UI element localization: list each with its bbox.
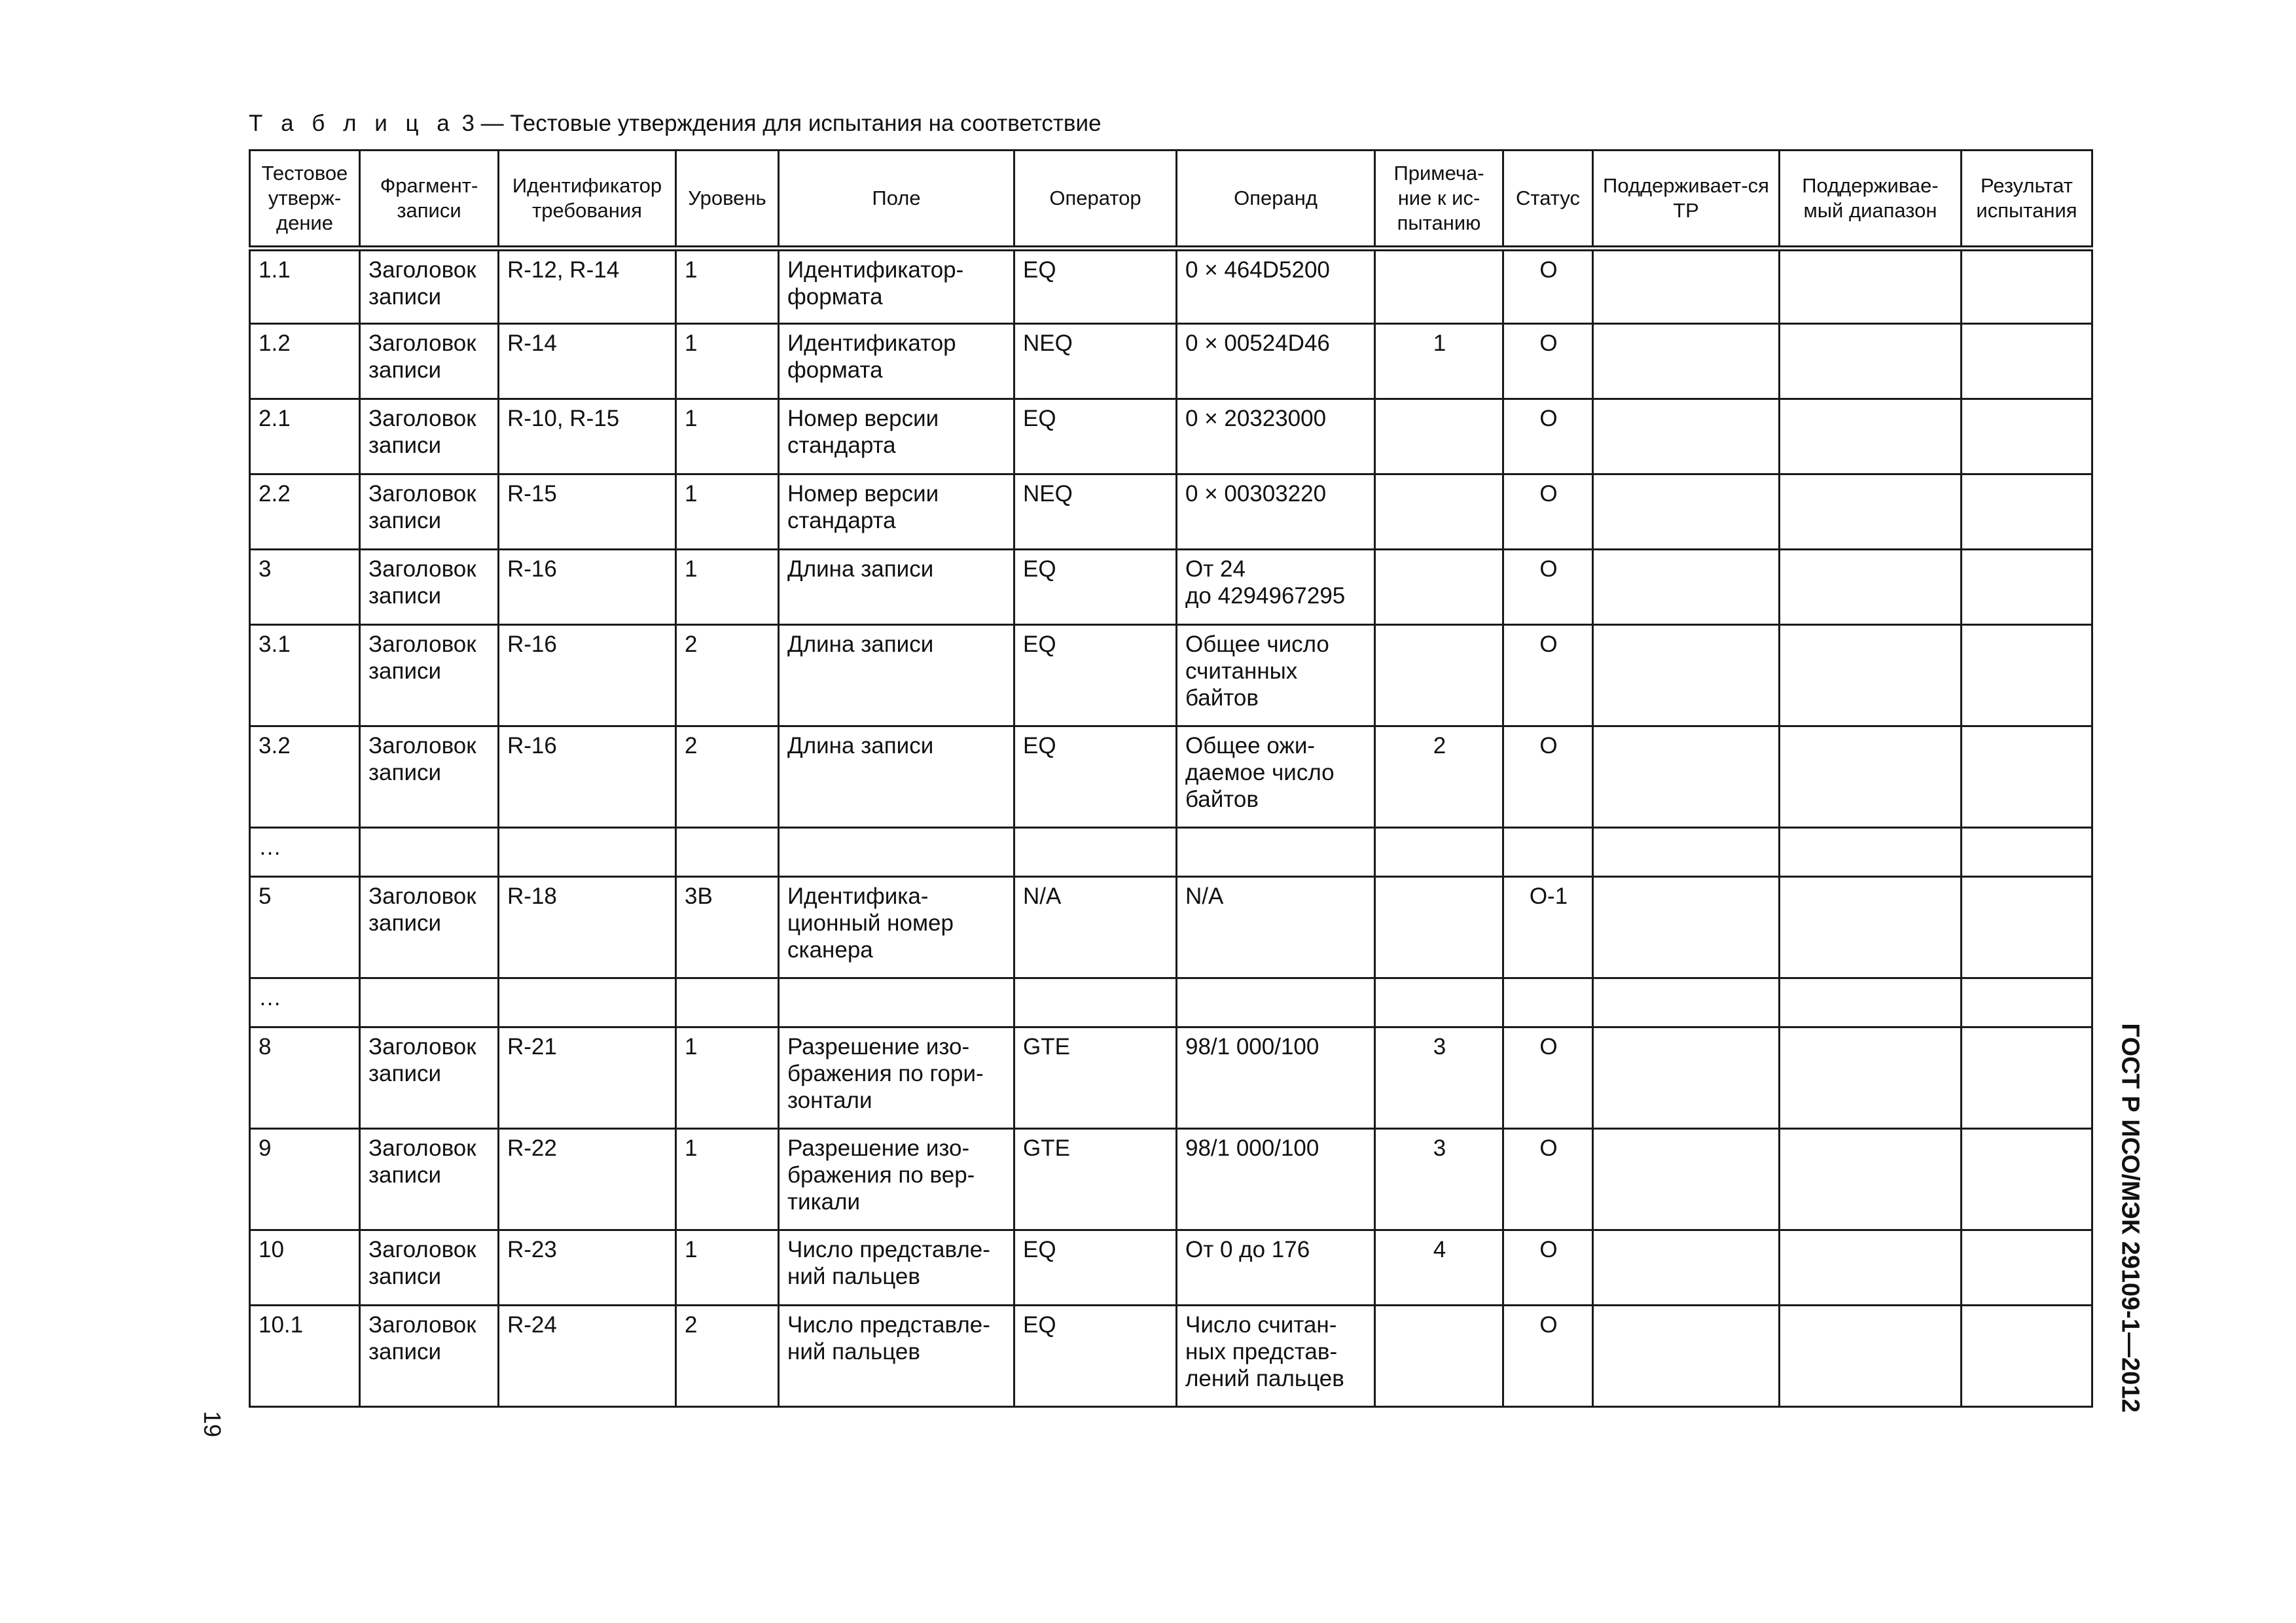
- table-cell: [1780, 324, 1962, 399]
- table-cell: Заголовок записи: [360, 474, 499, 550]
- table-cell: [1962, 550, 2092, 625]
- table-cell: 1: [676, 399, 779, 474]
- table-cell: 0 × 464D5200: [1177, 249, 1375, 324]
- table-cell: [1962, 399, 2092, 474]
- table-cell: [1780, 249, 1962, 324]
- table-cell: O: [1503, 249, 1593, 324]
- table-cell: 1: [676, 249, 779, 324]
- table-cell: [1593, 1230, 1780, 1306]
- table-cell: [1593, 726, 1780, 828]
- table-row: [250, 1129, 2092, 1230]
- table-cell: O: [1503, 399, 1593, 474]
- table-cell: 3.1: [250, 625, 360, 726]
- table-cell: 3.2: [250, 726, 360, 828]
- column-header: Поле: [779, 151, 1014, 249]
- page-number: [199, 1404, 225, 1444]
- table-cell: 1: [676, 324, 779, 399]
- table-cell: Заголовок записи: [360, 399, 499, 474]
- table-cell: 98/1 000/100: [1177, 1129, 1375, 1230]
- table-cell: [1962, 978, 2092, 1027]
- table-caption: [249, 110, 1102, 137]
- table-cell: [1780, 1027, 1962, 1129]
- table-cell: 9: [250, 1129, 360, 1230]
- table-cell: [1177, 828, 1375, 877]
- table-cell: 1: [676, 1027, 779, 1129]
- table-body: [250, 249, 2092, 1407]
- table-cell: Общее ожи- даемое число байтов: [1177, 726, 1375, 828]
- table-cell: Число представле- ний пальцев: [779, 1306, 1014, 1407]
- column-header: Операнд: [1177, 151, 1375, 249]
- table-cell: Заголовок записи: [360, 1027, 499, 1129]
- column-header: Тестовое утверж-дение: [250, 151, 360, 249]
- table-cell: 3: [250, 550, 360, 625]
- table-row: [250, 474, 2092, 550]
- table-cell: [1780, 828, 1962, 877]
- table-cell: 2: [676, 726, 779, 828]
- table-cell: [1962, 625, 2092, 726]
- table-cell: [1780, 625, 1962, 726]
- table-cell: O: [1503, 1027, 1593, 1129]
- table-cell: 1.2: [250, 324, 360, 399]
- column-header: Поддерживает-ся ТР: [1593, 151, 1780, 249]
- table-cell: 0 × 00303220: [1177, 474, 1375, 550]
- table-cell: [1375, 978, 1503, 1027]
- table-cell: 4: [1375, 1230, 1503, 1306]
- table-cell: Заголовок записи: [360, 1306, 499, 1407]
- table-cell: [1780, 399, 1962, 474]
- table-cell: O: [1503, 625, 1593, 726]
- table-cell: [1593, 978, 1780, 1027]
- column-header: Поддерживае-мый диапазон: [1780, 151, 1962, 249]
- table-row: [250, 877, 2092, 978]
- table-cell: [779, 978, 1014, 1027]
- table-cell: [360, 828, 499, 877]
- table-cell: [1593, 828, 1780, 877]
- table-cell: EQ: [1014, 550, 1177, 625]
- table-cell: Заголовок записи: [360, 324, 499, 399]
- table-cell: O: [1503, 726, 1593, 828]
- table-cell: O: [1503, 474, 1593, 550]
- table-cell: [1593, 550, 1780, 625]
- table-cell: R-16: [499, 550, 676, 625]
- table-cell: [1375, 1306, 1503, 1407]
- table-cell: 2.2: [250, 474, 360, 550]
- table-cell: [1177, 978, 1375, 1027]
- table-cell: 2.1: [250, 399, 360, 474]
- table-cell: [1014, 978, 1177, 1027]
- table-cell: Заголовок записи: [360, 625, 499, 726]
- table-cell: [1593, 877, 1780, 978]
- table-cell: [1962, 726, 2092, 828]
- table-cell: [1014, 828, 1177, 877]
- page-number-text: 19: [199, 1410, 226, 1438]
- table-caption-title: 3 — Тестовые утверждения для испытания на соответствие: [455, 111, 1102, 136]
- table-cell: O: [1503, 1230, 1593, 1306]
- table-cell: [1375, 474, 1503, 550]
- table-cell: GTE: [1014, 1129, 1177, 1230]
- table-cell: NEQ: [1014, 324, 1177, 399]
- table-cell: [1962, 1129, 2092, 1230]
- column-header: Результат испытания: [1962, 151, 2092, 249]
- table-cell: Идентифика- ционный номер сканера: [779, 877, 1014, 978]
- table-cell: 3: [1375, 1129, 1503, 1230]
- table-cell: 5: [250, 877, 360, 978]
- table-cell: 10: [250, 1230, 360, 1306]
- table-cell: R-24: [499, 1306, 676, 1407]
- table-cell: 3: [1375, 1027, 1503, 1129]
- table-cell: R-21: [499, 1027, 676, 1129]
- table-cell: O: [1503, 1306, 1593, 1407]
- column-header: Идентификатор требования: [499, 151, 676, 249]
- table-cell: [1780, 550, 1962, 625]
- table-cell: [1503, 978, 1593, 1027]
- table-cell: Идентификатор- формата: [779, 249, 1014, 324]
- table-cell: [1780, 978, 1962, 1027]
- table-cell: Длина записи: [779, 726, 1014, 828]
- table-cell: [1780, 474, 1962, 550]
- table-row: [250, 625, 2092, 726]
- table-cell: 1: [676, 1230, 779, 1306]
- table-cell: 1: [676, 1129, 779, 1230]
- table-cell: [1962, 1306, 2092, 1407]
- table-cell: Заголовок записи: [360, 1230, 499, 1306]
- table-cell: R-15: [499, 474, 676, 550]
- table-cell: 3B: [676, 877, 779, 978]
- column-header: Уровень: [676, 151, 779, 249]
- table-cell: 0 × 00524D46: [1177, 324, 1375, 399]
- table-cell: Число представле- ний пальцев: [779, 1230, 1014, 1306]
- table-cell: EQ: [1014, 399, 1177, 474]
- table-cell: [499, 978, 676, 1027]
- column-header: Фрагмент-записи: [360, 151, 499, 249]
- table-cell: R-22: [499, 1129, 676, 1230]
- table-cell: Длина записи: [779, 550, 1014, 625]
- table-cell: От 24 до 4294967295: [1177, 550, 1375, 625]
- table-cell: …: [250, 978, 360, 1027]
- table-cell: [676, 828, 779, 877]
- table-cell: [1962, 877, 2092, 978]
- table-cell: [1962, 249, 2092, 324]
- table-cell: [1375, 399, 1503, 474]
- table-cell: [1593, 625, 1780, 726]
- table-cell: [676, 978, 779, 1027]
- table-caption-label: Т а б л и ц а: [249, 111, 456, 136]
- table-cell: 1.1: [250, 249, 360, 324]
- table-cell: 98/1 000/100: [1177, 1027, 1375, 1129]
- table-cell: Заголовок записи: [360, 249, 499, 324]
- table-cell: [1375, 625, 1503, 726]
- table-cell: N/A: [1177, 877, 1375, 978]
- table-cell: O: [1503, 550, 1593, 625]
- table-cell: 1: [676, 550, 779, 625]
- table-cell: EQ: [1014, 1306, 1177, 1407]
- table-cell: [1593, 249, 1780, 324]
- table-cell: [1593, 399, 1780, 474]
- table-cell: EQ: [1014, 249, 1177, 324]
- table-cell: N/A: [1014, 877, 1177, 978]
- table-cell: R-23: [499, 1230, 676, 1306]
- table-row: [250, 550, 2092, 625]
- table-cell: [1962, 828, 2092, 877]
- table-cell: [1780, 1129, 1962, 1230]
- table-row: [250, 324, 2092, 399]
- table-cell: [1780, 1230, 1962, 1306]
- table-header-row: [250, 151, 2092, 249]
- table-row: [250, 249, 2092, 324]
- table-cell: [360, 978, 499, 1027]
- table-cell: 0 × 20323000: [1177, 399, 1375, 474]
- table-cell: Идентификатор формата: [779, 324, 1014, 399]
- table-cell: 1: [1375, 324, 1503, 399]
- table-cell: Разрешение изо- бражения по вер- тикали: [779, 1129, 1014, 1230]
- table-cell: O-1: [1503, 877, 1593, 978]
- table-cell: 1: [676, 474, 779, 550]
- document-designation: [2117, 995, 2143, 1440]
- table-cell: [1375, 550, 1503, 625]
- table-cell: [1962, 474, 2092, 550]
- table-cell: R-18: [499, 877, 676, 978]
- table-cell: [1375, 249, 1503, 324]
- table-cell: O: [1503, 1129, 1593, 1230]
- table-cell: [1593, 474, 1780, 550]
- table-cell: EQ: [1014, 1230, 1177, 1306]
- table-cell: От 0 до 176: [1177, 1230, 1375, 1306]
- table-cell: Разрешение изо- бражения по гори- зонтали: [779, 1027, 1014, 1129]
- table-cell: 2: [676, 1306, 779, 1407]
- table-row: [250, 1027, 2092, 1129]
- table-cell: R-12, R-14: [499, 249, 676, 324]
- table-cell: 8: [250, 1027, 360, 1129]
- table-cell: …: [250, 828, 360, 877]
- table-cell: [1962, 1027, 2092, 1129]
- table-cell: R-16: [499, 625, 676, 726]
- table-cell: [1780, 1306, 1962, 1407]
- table-cell: [1780, 877, 1962, 978]
- conformance-test-table: [249, 149, 2093, 1408]
- table-cell: EQ: [1014, 726, 1177, 828]
- column-header: Оператор: [1014, 151, 1177, 249]
- table-row: [250, 1306, 2092, 1407]
- table-cell: [1593, 1129, 1780, 1230]
- table-cell: [1593, 324, 1780, 399]
- table-cell: 10.1: [250, 1306, 360, 1407]
- table-cell: Заголовок записи: [360, 877, 499, 978]
- table-cell: Заголовок записи: [360, 550, 499, 625]
- table-cell: GTE: [1014, 1027, 1177, 1129]
- table-cell: O: [1503, 324, 1593, 399]
- table-row: [250, 978, 2092, 1027]
- table-cell: 2: [1375, 726, 1503, 828]
- table-row: [250, 1230, 2092, 1306]
- table-cell: Номер версии стандарта: [779, 399, 1014, 474]
- table-cell: R-16: [499, 726, 676, 828]
- table-cell: Заголовок записи: [360, 1129, 499, 1230]
- table-cell: R-14: [499, 324, 676, 399]
- table-cell: Заголовок записи: [360, 726, 499, 828]
- table-cell: Число считан- ных представ- лений пальцев: [1177, 1306, 1375, 1407]
- table-cell: R-10, R-15: [499, 399, 676, 474]
- table-cell: [1375, 877, 1503, 978]
- table-cell: NEQ: [1014, 474, 1177, 550]
- table-cell: [1593, 1027, 1780, 1129]
- table-row: [250, 828, 2092, 877]
- table-cell: [1593, 1306, 1780, 1407]
- column-header: Статус: [1503, 151, 1593, 249]
- table-cell: [1962, 324, 2092, 399]
- table-cell: [1780, 726, 1962, 828]
- table-row: [250, 399, 2092, 474]
- table-cell: EQ: [1014, 625, 1177, 726]
- column-header: Примеча-ние к ис-пытанию: [1375, 151, 1503, 249]
- table-cell: [499, 828, 676, 877]
- table-cell: [779, 828, 1014, 877]
- document-designation-text: ГОСТ Р ИСО/МЭК 29109-1—2012: [2116, 1023, 2144, 1413]
- table-cell: 2: [676, 625, 779, 726]
- table-cell: [1503, 828, 1593, 877]
- table-row: [250, 726, 2092, 828]
- table-cell: Длина записи: [779, 625, 1014, 726]
- table-cell: [1375, 828, 1503, 877]
- table-cell: Номер версии стандарта: [779, 474, 1014, 550]
- table-cell: Общее число считанных байтов: [1177, 625, 1375, 726]
- table-cell: [1962, 1230, 2092, 1306]
